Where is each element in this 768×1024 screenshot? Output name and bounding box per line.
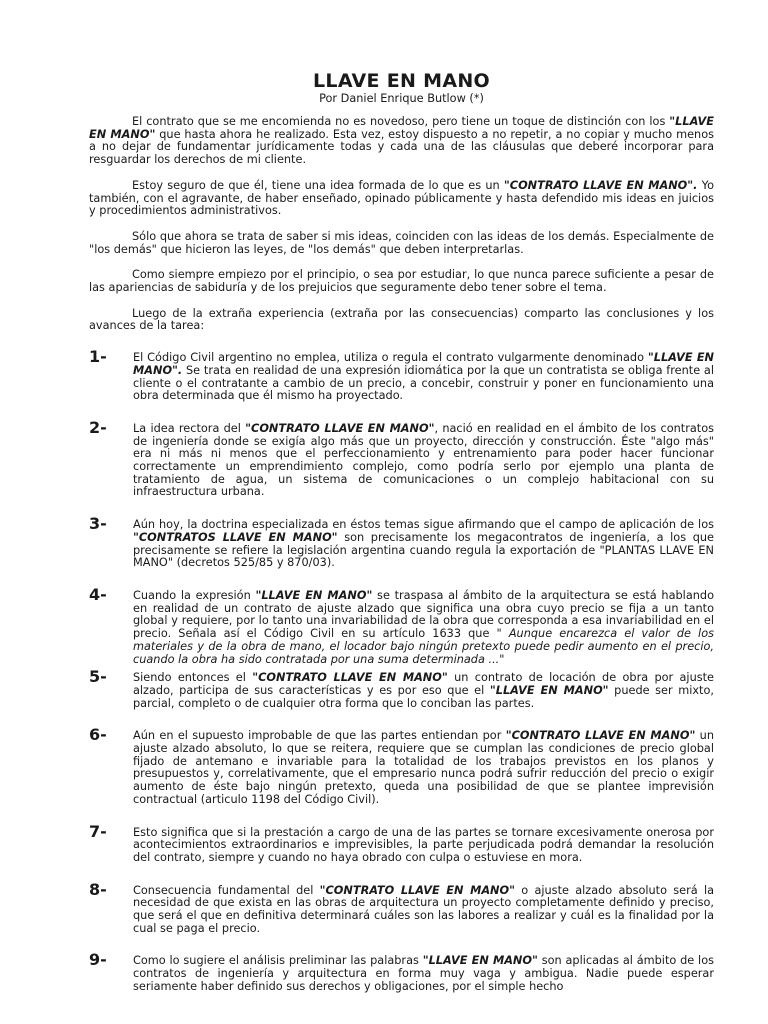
item-number: 3- (89, 514, 107, 534)
intro-paragraph-1: El contrato que se me encomienda no es novedoso, pero tiene un toque de distinción con los "LLAVE EN MANO" que hasta ahora he realizado. Esta vez, estoy dispuesto a no repetir, a no copiar y mucho menos a no dejar de fundamentar jurídicamente todas y cada una de las cláusulas que deberé incorporar para resguardar los derechos de mi cliente. (89, 115, 714, 167)
numbered-item-5: 5- Siendo entonces el "CONTRATO LLAVE EN MANO" un contrato de locación de obra por ajuste alzado, participa de sus características y es por eso que el "LLAVE EN MANO" puede ser mixto, parcial, completo o de cualquier otra forma que lo conciban las partes. (89, 667, 714, 710)
item-number: 2- (89, 417, 107, 437)
numbered-item-4: 4- Cuando la expresión "LLAVE EN MANO" se traspasa al ámbito de la arquitectura se está hablando en realidad de un contrato de ajuste alzado que significa una obra cuyo precio se fija a un tanto global y requiere, por lo tanto una invariabilidad de la obra que corresponda a esa invariabilidad en el precio. Señala así el Código Civil en su artículo 1633 que " Aunque encarezca el valor de los materiales y de la obra de mano, el locador bajo ningún pretexto puede pedir aumento en el precio, cuando la obra ha sido contratada por una suma determinada ..." (89, 584, 714, 666)
item-number: 4- (89, 584, 107, 604)
numbered-item-8: 8- Consecuencia fundamental del "CONTRATO LLAVE EN MANO" o ajuste alzado absoluto será la necesidad de que exista en las obras de arquitectura un proyecto completamente definido y preciso, que será el que en definitiva determinará cuáles son las labores a realizar y cuál es la finalidad por la cual se paga el precio. (89, 879, 715, 935)
numbered-item-6: 6- Aún en el supuesto improbable de que las partes entiendan por "CONTRATO LLAVE EN MANO" un ajuste alzado absoluto, lo que se reitera, requiere que se cumplan las condiciones de precio global fijado de antemano e invariable para la totalidad de los trabajos previstos en los planos y presupuestos y, correlativamente, que el empresario nunca podrá sufrir reducción del precio o exigir aumento de éste bajo ningún pretexto, queda una posibilidad de que se plantee imprevisión contractual (articulo 1198 del Código Civil). (89, 725, 714, 806)
numbered-item-9: 9- Como lo sugiere el análisis preliminar las palabras "LLAVE EN MANO" son aplicadas al ámbito de los contratos de ingeniería y arquitectura en forma muy vaga y ambigua. Nadie puede esperar seriamente haber definido sus derechos y obligaciones, por el simple hecho (89, 950, 714, 993)
numbered-item-7: 7- Esto significa que si la prestación a cargo de una de las partes se tornare excesivamente onerosa por acontecimientos extraordinarios e imprevisibles, la parte perjudicada podrá demandar la resolución del contrato, siempre y cuando no haya obrado con culpa o estuviese en mora. (89, 821, 714, 864)
intro-paragraph-2: Estoy seguro de que él, tiene una idea formada de lo que es un "CONTRATO LLAVE EN MANO". Yo también, con el agravante, de haber enseñado, opinado públicamente y hasta defendido mis ideas en juicios y procedimientos administrativos. (89, 178, 714, 218)
numbered-item-3: 3- Aún hoy, la doctrina especializada en éstos temas sigue afirmando que el campo de aplicación de los "CONTRATOS LLAVE EN MANO" son precisamente los megacontratos de ingeniería, a los que precisamente se refiere la legislación argentina cuando regula la exportación de "PLANTAS LLAVE EN MANO" (decretos 525/85 y 870/03). (89, 514, 714, 570)
item-number: 6- (89, 725, 107, 745)
intro-paragraph-5: Luego de la extraña experiencia (extraña por las consecuencias) comparto las conclusiones y los avances de la tarea: (89, 306, 714, 333)
item-number: 8- (89, 879, 107, 899)
intro-paragraph-4: Como siempre empiezo por el principio, o sea por estudiar, lo que nunca parece suficiente a pesar de las apariencias de sabiduría y de los prejuicios que seguramente debo tener sobre el tema. (89, 268, 714, 295)
document-title: LLAVE EN MANO (313, 70, 490, 92)
author-byline: Por Daniel Enrique Butlow (*) (319, 92, 484, 105)
item-number: 5- (89, 667, 107, 687)
item-number: 9- (89, 950, 107, 970)
intro-paragraph-3: Sólo que ahora se trata de saber si mis ideas, coinciden con las ideas de los demás. Especialmente de "los demás" que hicieron las leyes, de "los demás" que deben interpretarlas. (89, 229, 714, 256)
item-number: 7- (89, 821, 107, 841)
numbered-item-2: 2- La idea rectora del "CONTRATO LLAVE EN MANO", nació en realidad en el ámbito de los contratos de ingeniería donde se exigía algo más que un proyecto, dirección y construcción. Éste "algo más" era ni más ni menos que el perfeccionamiento y entrenamiento para poder hacer funcionar correctamente un emprendimiento complejo, como podría serlo por ejemplo una planta de tratamiento de agua, un sistema de comunicaciones o un complejo habitacional con su infraestructura urbana. (89, 417, 714, 499)
item-number: 1- (89, 347, 107, 367)
numbered-item-1: 1- El Código Civil argentino no emplea, utiliza o regula el contrato vulgarmente denominado "LLAVE EN MANO". Se trata en realidad de una expresión idiomática por la que un contratista se obliga frente al cliente o el contratante a cambio de un precio, a concebir, construir y poner en funcionamiento una obra determinada que él mismo ha proyectado. (89, 347, 714, 403)
